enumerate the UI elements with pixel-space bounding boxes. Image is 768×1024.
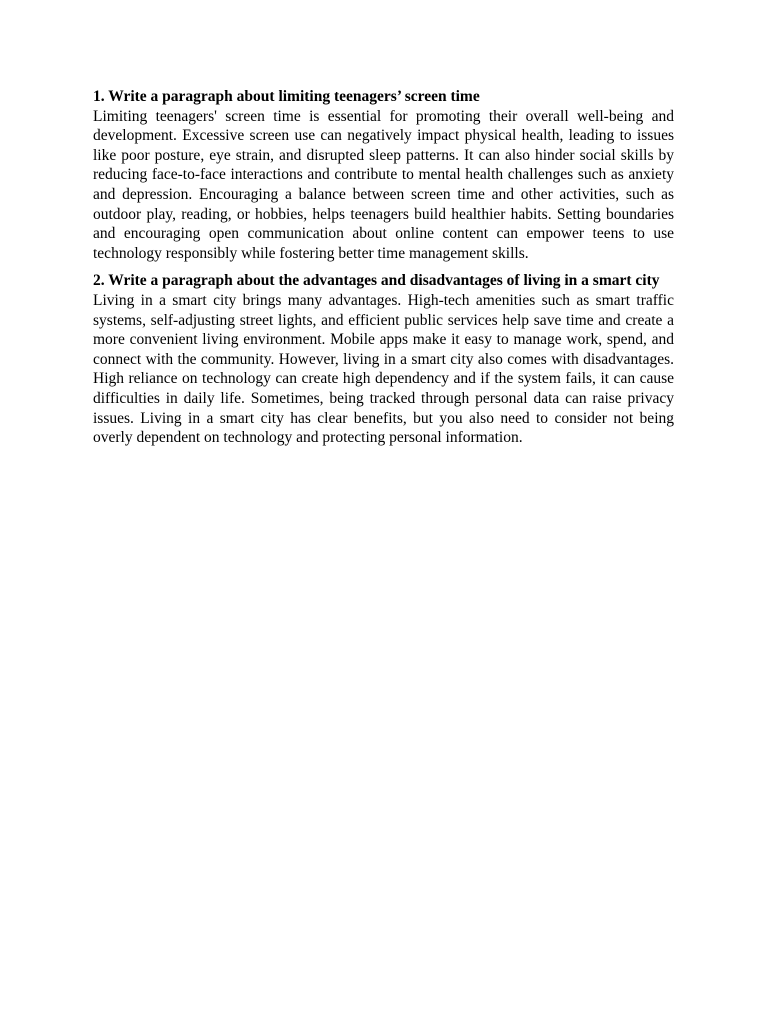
- document-page: [93, 87, 674, 456]
- section-paragraph: Limiting teenagers' screen time is essential for promoting their overall well-being and development. Excessive screen use can negatively impact physical health, leading to issues like poor posture, eye strain, and disrupted sleep patterns. It can also hinder social skills by reducing face-to-face interactions and contribute to mental health challenges such as anxiety and depression. Encouraging a balance between screen time and other activities, such as outdoor play, reading, or hobbies, helps teenagers build healthier habits. Setting boundaries and encouraging open communication about online content can empower teens to use technology responsibly while fostering better time management skills.: [93, 107, 674, 262]
- section-smart-city: [93, 271, 674, 447]
- section-heading: 2. Write a paragraph about the advantages and disadvantages of living in a smart city: [93, 272, 660, 290]
- section-paragraph: Living in a smart city brings many advantages. High-tech amenities such as smart traffic systems, self-adjusting street lights, and efficient public services help save time and create a more convenient living environment. Mobile apps make it easy to manage work, spend, and connect with the community. However, living in a smart city also comes with disadvantages. High reliance on technology can create high dependency and if the system fails, it can cause difficulties in daily life. Sometimes, being tracked through personal data can raise privacy issues. Living in a smart city has clear benefits, but you also need to consider not being overly dependent on technology and protecting personal information.: [93, 291, 674, 447]
- section-screen-time: [93, 87, 674, 263]
- section-heading: 1. Write a paragraph about limiting teenagers’ screen time: [93, 88, 480, 105]
